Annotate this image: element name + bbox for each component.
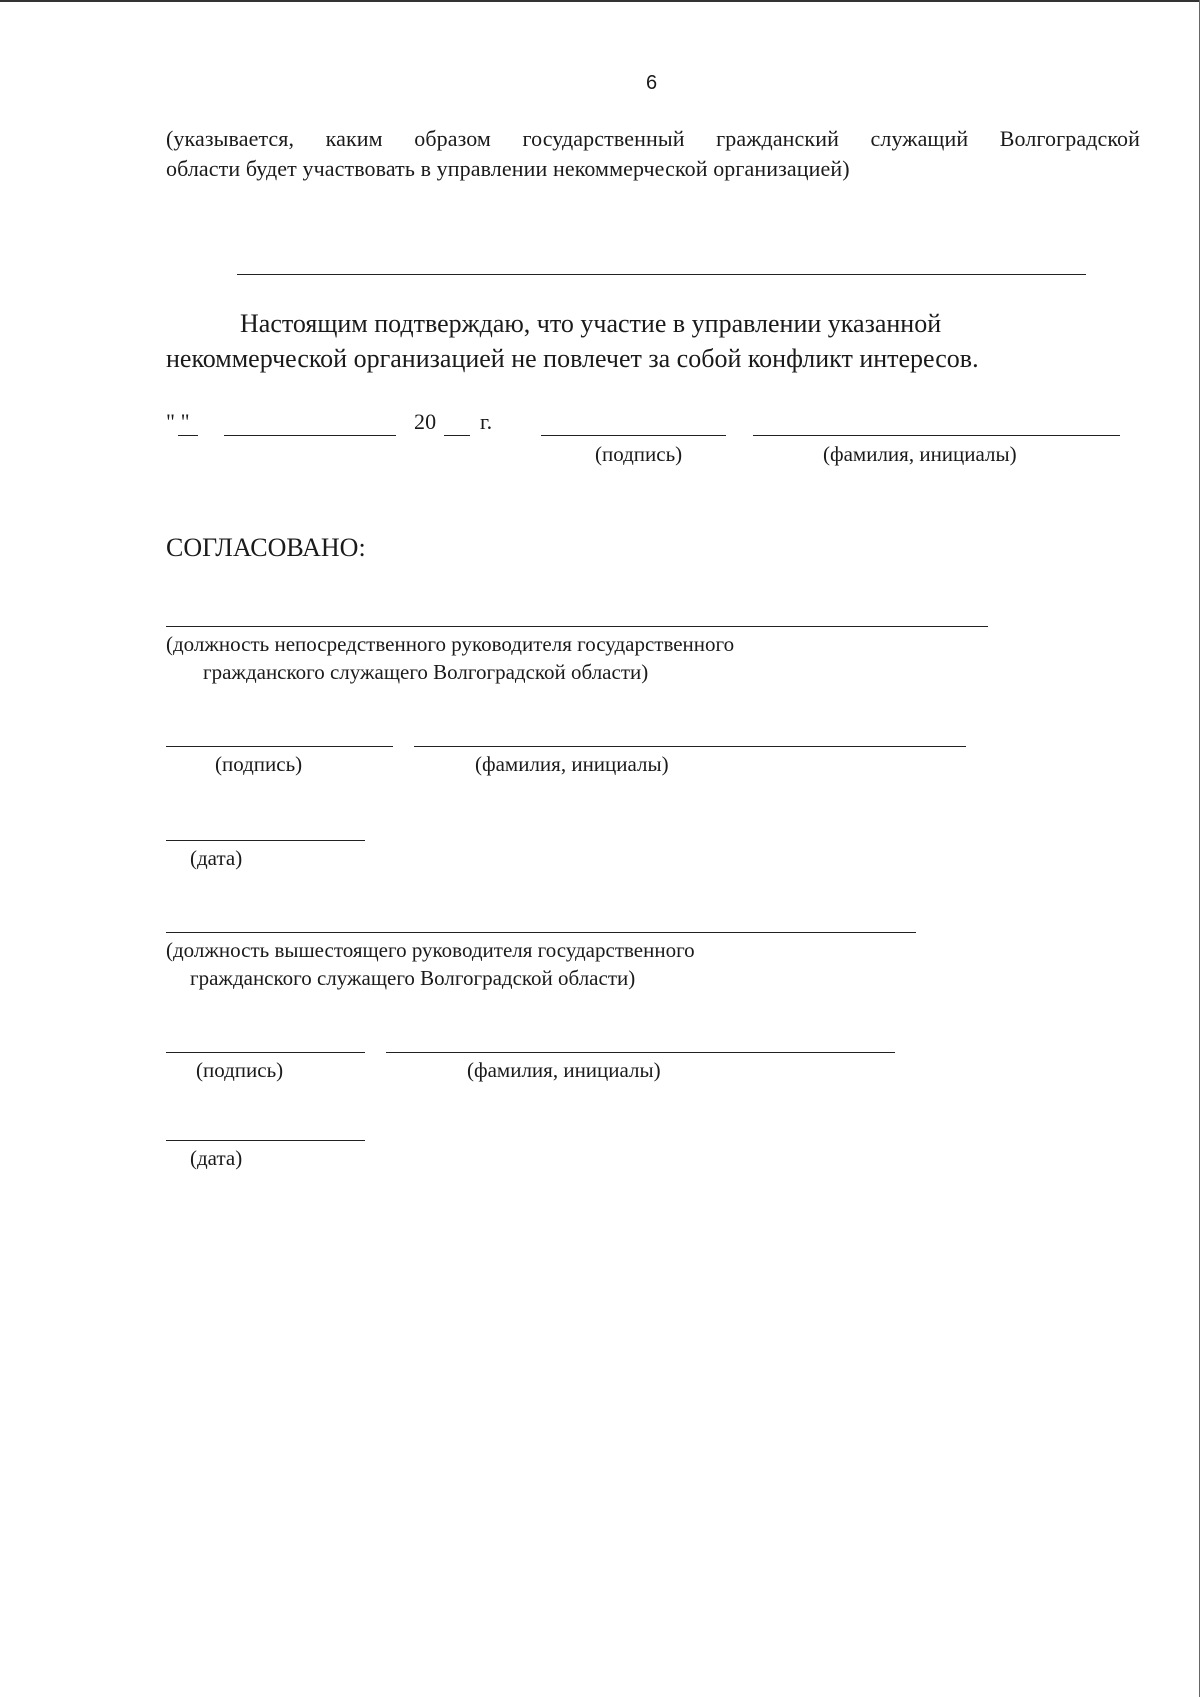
surname-blank [753,435,1120,436]
date-quotes: " " [166,409,190,434]
supervisor2-caption-line-1: (должность вышестоящего руководителя государственного [166,938,695,962]
supervisor2-caption-line-2: гражданского служащего Волгоградской области) [190,966,636,990]
supervisor2-surname-blank [386,1052,895,1053]
supervisor1-surname-blank [414,746,966,747]
blank-line-main [237,274,1086,275]
supervisor1-position-blank [166,626,988,627]
intro-line-2: области будет участвовать в управлении некоммерческой организацией) [166,156,850,181]
intro-line-1: (указывается, каким образом государственный гражданский служащий Волгоградской [166,126,1140,151]
confirmation-line-2: некоммерческой организацией не повлечет за собой конфликт интересов. [166,344,979,373]
supervisor2-signature-blank [166,1052,365,1053]
supervisor1-caption-line-2: гражданского служащего Волгоградской области) [203,660,649,684]
approved-title: СОГЛАСОВАНО: [166,533,366,562]
supervisor2-signature-label: (подпись) [196,1058,284,1082]
page-number: 6 [646,72,658,94]
year-suffix: г. [480,409,493,434]
supervisor1-date-label: (дата) [190,846,243,870]
signature-label: (подпись) [595,442,683,466]
scan-top-border [0,0,1200,2]
year-prefix: 20 [414,409,437,434]
confirmation-line-1: Настоящим подтверждаю, что участие в управлении указанной [240,309,942,338]
year-blank [444,435,470,436]
supervisor2-date-blank [166,1140,365,1141]
month-blank [224,435,396,436]
supervisor1-date-blank [166,840,365,841]
supervisor2-surname-initials-label: (фамилия, инициалы) [467,1058,661,1082]
supervisor1-caption-line-1: (должность непосредственного руководителя государственного [166,632,735,656]
surname-initials-label: (фамилия, инициалы) [823,442,1017,466]
supervisor1-signature-label: (подпись) [215,752,303,776]
supervisor2-date-label: (дата) [190,1146,243,1170]
signature-blank [541,435,726,436]
supervisor1-signature-blank [166,746,393,747]
day-blank [178,435,198,436]
supervisor1-surname-initials-label: (фамилия, инициалы) [475,752,669,776]
supervisor2-position-blank [166,932,916,933]
